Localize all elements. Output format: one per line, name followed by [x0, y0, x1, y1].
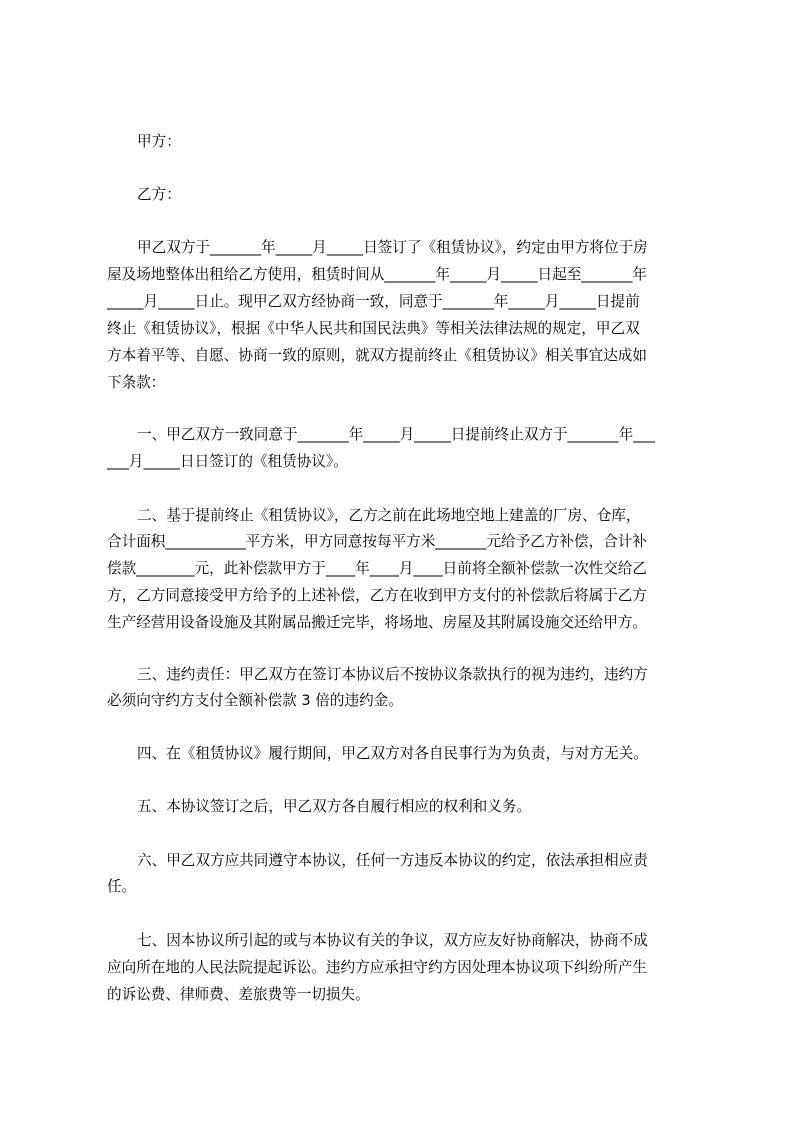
clause-2-line: 偿款________元，此补偿款甲方于____年____月____日前将全额补偿款一次性交给乙 — [107, 560, 647, 577]
clause-2-line: 合计面积___________平方米，甲方同意按每平方米_______元给予乙方补偿，合计补 — [107, 533, 647, 550]
intro-line: 屋及场地整体出租给乙方使用，租赁时间从_______年_____月_____日起至_______年 — [107, 266, 647, 283]
clause-7-line: 七、因本协议所引起的或与本协议有关的争议，双方应友好协商解决，协商不成 — [137, 932, 648, 949]
intro-line: 终止《租赁协议》，根据《中华人民共和国民法典》等相关法律法规的规定，甲乙双 — [107, 320, 640, 337]
clause-2-line: 二、基于提前终止《租赁协议》，乙方之前在此场地空地上建盖的厂房、仓库， — [137, 507, 641, 524]
clause-3-line: 三、违约责任：甲乙双方在签订本协议后不按协议条款执行的视为违约，违约方 — [137, 666, 648, 683]
clause-5-line: 五、本协议签订之后，甲乙双方各自履行相应的权利和义务。 — [137, 798, 532, 815]
clause-1-line: 一、甲乙双方一致同意于_______年_____月_____日提前终止双方于_______年___ — [137, 426, 656, 443]
intro-line: 下条款： — [107, 374, 166, 391]
intro-line: 方本着平等、自愿、协商一致的原则，就双方提前终止《租赁协议》相关事宜达成如 — [107, 347, 647, 364]
clause-1-line: ___月_____日日签订的《租赁协议》。 — [107, 453, 348, 470]
party-a-label: 甲方： — [137, 133, 181, 150]
clause-7-line: 应向所在地的人民法院提起诉讼。违约方应承担守约方因处理本协议项下纠纷所产生 — [107, 959, 647, 976]
party-b-label: 乙方： — [137, 186, 181, 203]
clause-2-line: 生产经营用设备设施及其附属品搬迁完毕，将场地、房屋及其附属设施交还给甲方。 — [107, 614, 647, 631]
clause-4-line: 四、在《租赁协议》履行期间，甲乙双方对各自民事行为为负责，与对方无关。 — [137, 745, 648, 762]
clause-6-line: 六、甲乙双方应共同遵守本协议，任何一方违反本协议的约定，依法承担相应责 — [137, 852, 648, 869]
clause-6-line: 任。 — [107, 878, 137, 895]
clause-2-line: 方，乙方同意接受甲方给予的上述补偿，乙方在收到甲方支付的补偿款后将属于乙方 — [107, 587, 647, 604]
clause-3-line: 必须向守约方支付全额补偿款 3 倍的违约金。 — [107, 692, 403, 709]
intro-line: _____月_____日止。现甲乙双方经协商一致，同意于_______年_____月_____日提前 — [107, 293, 640, 310]
clause-7-line: 的诉讼费、律师费、差旅费等一切损失。 — [107, 986, 370, 1003]
intro-line: 甲乙双方于_______年_____月_____日签订了《租赁协议》，约定由甲方将位于房 — [137, 239, 648, 256]
